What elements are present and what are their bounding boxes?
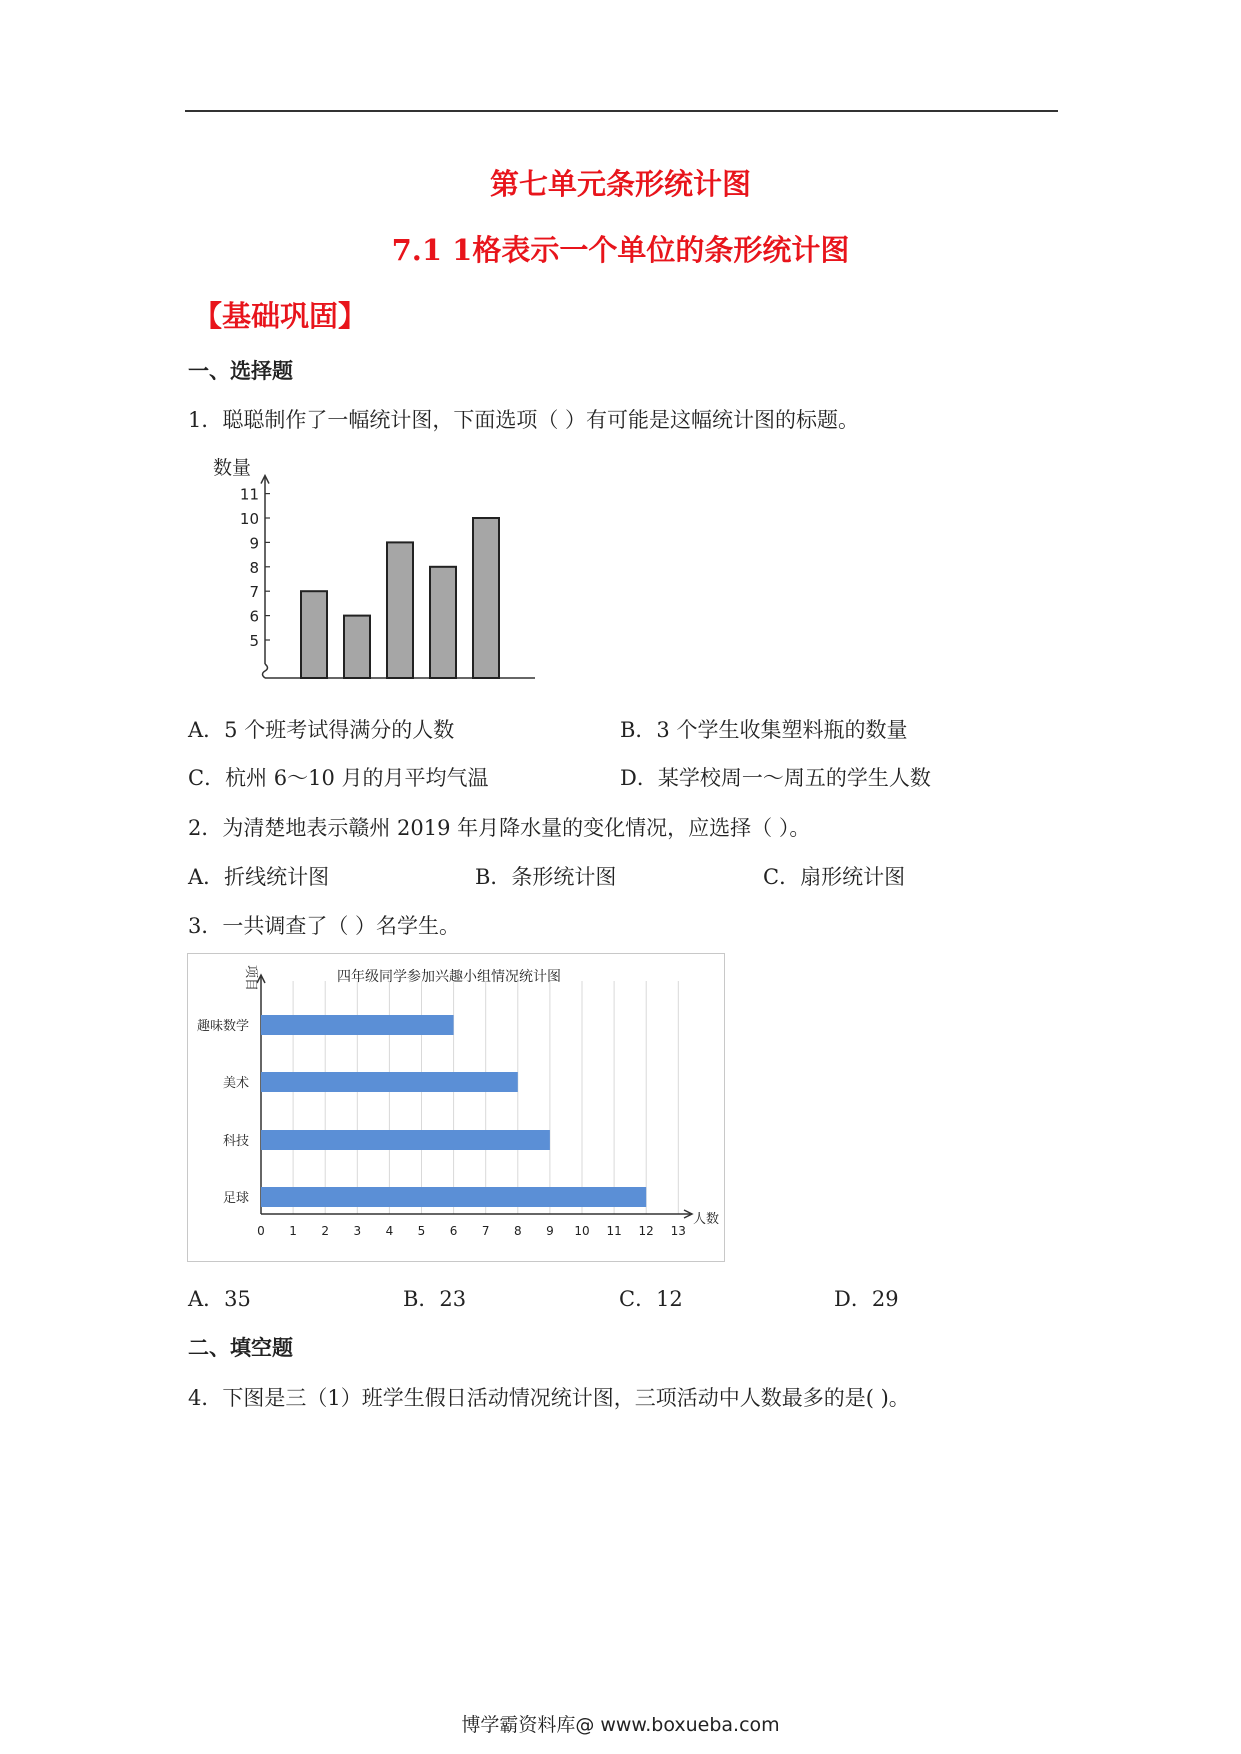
category-label: 科技 <box>222 1134 249 1149</box>
bar <box>344 616 370 678</box>
y-tick-label: 9 <box>249 534 259 553</box>
q3-horizontal-bar-chart <box>187 953 727 1263</box>
x-tick-label: 6 <box>449 1224 458 1238</box>
axis-break-mark <box>263 664 268 678</box>
y-tick-label: 11 <box>239 485 259 504</box>
x-axis-label: 人数 <box>693 1212 720 1227</box>
q1-option-a[interactable]: A．5 个班考试得满分的人数 <box>188 718 455 742</box>
bar <box>261 1130 550 1150</box>
x-tick-label: 12 <box>638 1224 654 1238</box>
q2-option-c[interactable]: C．扇形统计图 <box>763 865 906 889</box>
q3-stem: 3．一共调查了（ ）名学生。 <box>188 914 461 938</box>
x-tick-label: 0 <box>257 1224 265 1238</box>
bar <box>301 591 327 678</box>
x-tick-label: 9 <box>546 1224 554 1238</box>
x-tick-label: 11 <box>606 1224 622 1238</box>
bar <box>261 1187 646 1207</box>
section2-title: 二、填空题 <box>188 1336 293 1360</box>
q3-option-a[interactable]: A．35 <box>188 1287 251 1311</box>
q3-option-b[interactable]: B．23 <box>403 1287 467 1311</box>
unit-title: 第七单元条形统计图 <box>489 167 751 201</box>
lesson-title: 7.1 1格表示一个单位的条形统计图 <box>391 233 850 267</box>
y-tick-label: 6 <box>249 607 259 626</box>
x-tick-label: 5 <box>417 1224 426 1238</box>
category-label: 美术 <box>222 1076 249 1091</box>
bar <box>473 518 499 678</box>
footer-watermark: 博学霸资料库@ www.boxueba.com <box>461 1714 780 1736</box>
y-axis-label: 项目 <box>243 965 258 992</box>
x-tick-label: 13 <box>670 1224 686 1238</box>
y-tick-label: 5 <box>249 632 259 650</box>
q2-option-a[interactable]: A．折线统计图 <box>188 865 330 889</box>
y-axis-label: 数量 <box>213 457 252 479</box>
q3-option-d[interactable]: D．29 <box>834 1287 899 1311</box>
q1-option-d[interactable]: D．某学校周一～周五的学生人数 <box>620 766 931 790</box>
bar <box>261 1072 518 1092</box>
q1-stem: 1．聪聪制作了一幅统计图，下面选项（ ）有可能是这幅统计图的标题。 <box>188 408 860 432</box>
x-tick-label: 1 <box>289 1224 297 1238</box>
x-tick-label: 2 <box>321 1224 330 1238</box>
y-tick-label: 7 <box>249 583 259 602</box>
q3-option-c[interactable]: C．12 <box>619 1287 683 1311</box>
q2-option-b[interactable]: B．条形统计图 <box>475 865 617 889</box>
q4-stem: 4．下图是三（1）班学生假日活动情况统计图，三项活动中人数最多的是( )。 <box>188 1386 910 1410</box>
x-tick-label: 3 <box>353 1224 362 1238</box>
y-tick-label: 10 <box>239 510 259 528</box>
x-tick-label: 10 <box>574 1224 590 1238</box>
q1-option-c[interactable]: C．杭州 6～10 月的月平均气温 <box>188 766 489 790</box>
bar <box>430 567 456 678</box>
x-tick-label: 8 <box>513 1224 522 1238</box>
category-label: 趣味数学 <box>196 1019 249 1034</box>
chart-title: 四年级同学参加兴趣小组情况统计图 <box>337 969 561 985</box>
q1-bar-chart <box>205 450 545 690</box>
q2-stem: 2．为清楚地表示赣州 2019 年月降水量的变化情况，应选择（ ）。 <box>188 816 811 840</box>
x-tick-label: 4 <box>385 1224 394 1238</box>
x-tick-label: 7 <box>481 1224 490 1238</box>
bar <box>261 1015 454 1035</box>
section1-title: 一、选择题 <box>188 359 293 383</box>
chart-frame <box>188 954 725 1262</box>
bar <box>387 542 413 678</box>
y-tick-label: 8 <box>249 558 259 577</box>
section-bracket: 【基础巩固】 <box>193 299 368 333</box>
q1-option-b[interactable]: B．3 个学生收集塑料瓶的数量 <box>620 718 908 742</box>
header-rule <box>185 110 1058 112</box>
category-label: 足球 <box>222 1191 249 1206</box>
